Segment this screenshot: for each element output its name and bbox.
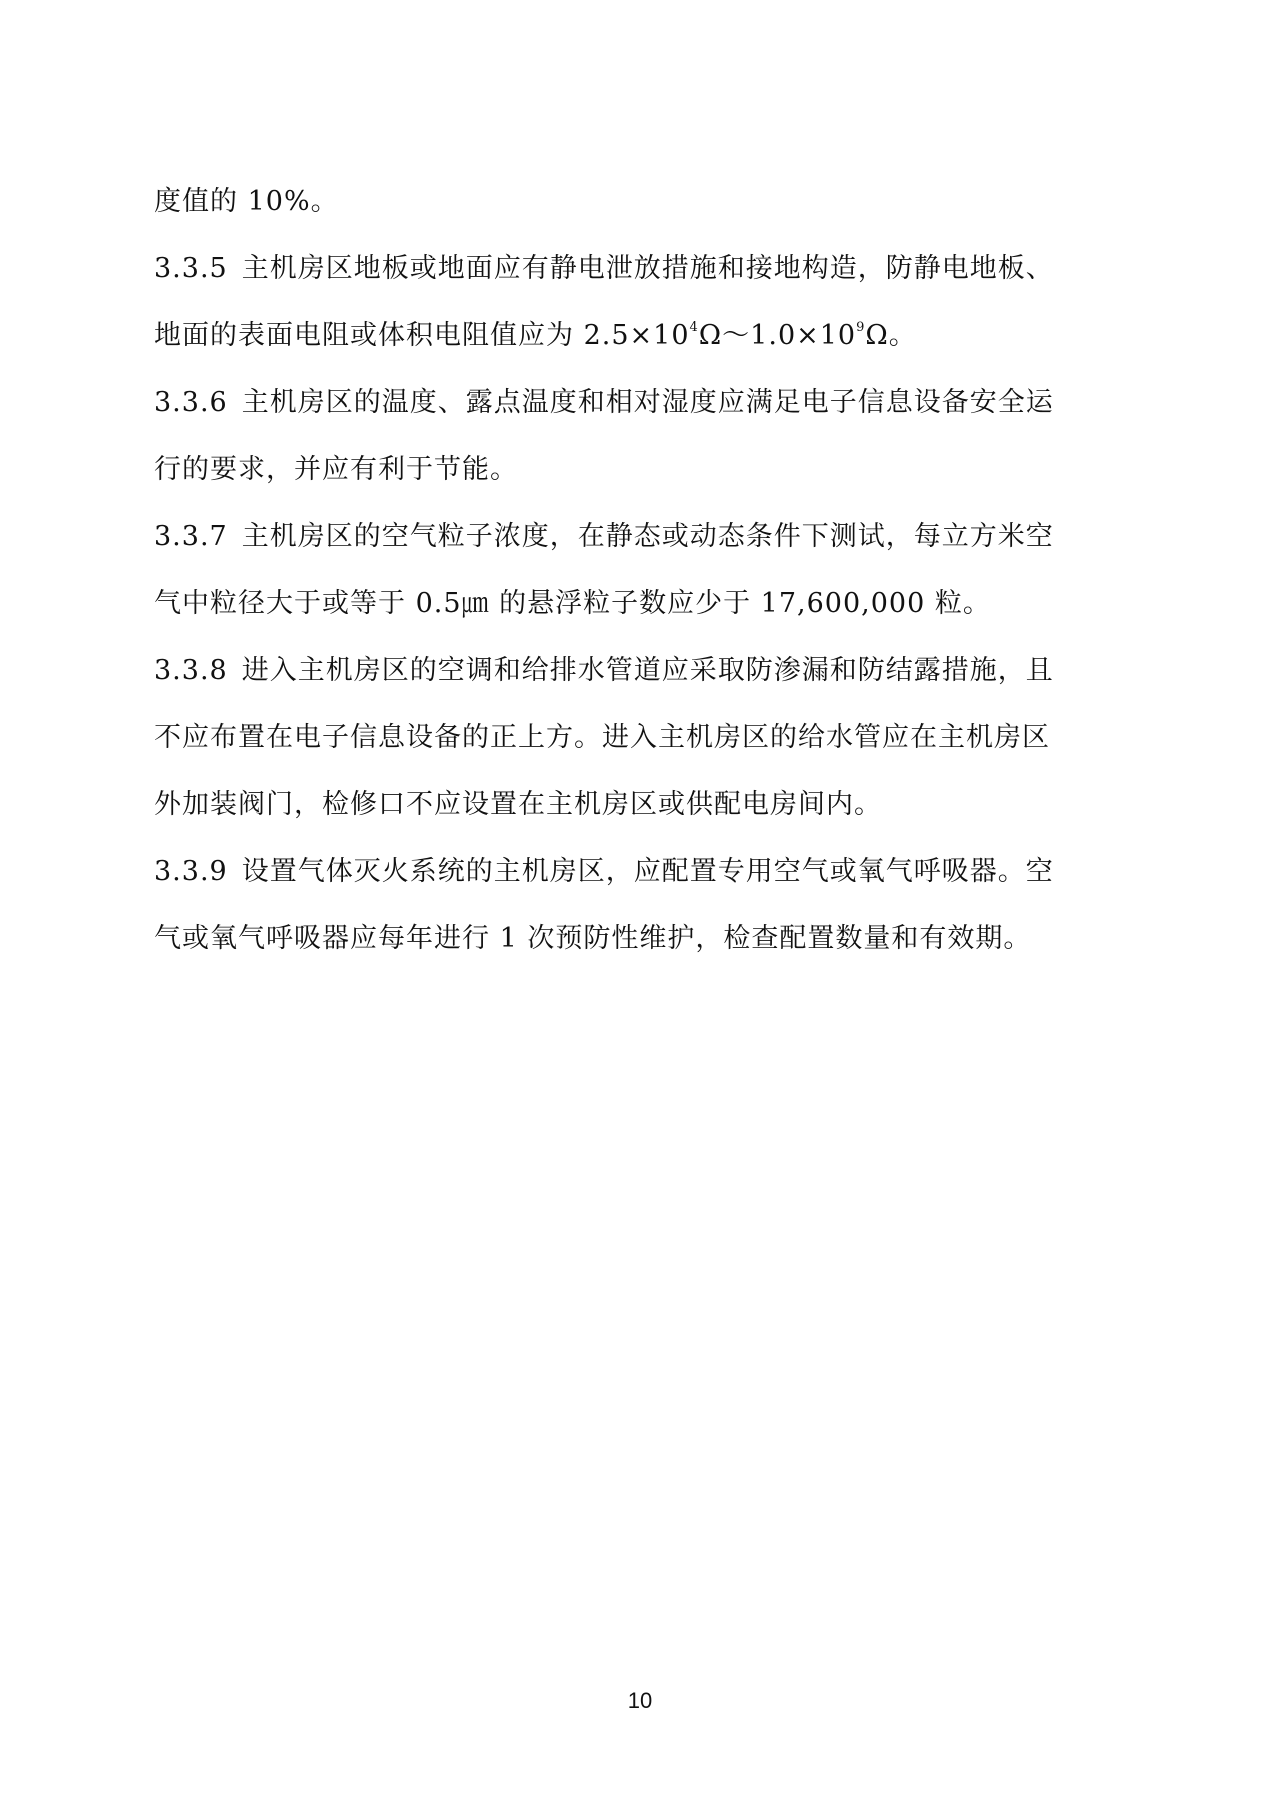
continued-paragraph-line: 度值的 10%。 — [154, 186, 339, 217]
clause-3-3-9-line-2: 气或氧气呼吸器应每年进行 1 次预防性维护，检查配置数量和有效期。 — [154, 923, 1032, 954]
clause-3-3-7-line-1 — [154, 503, 1144, 570]
clause-text: 主机房区的温度、露点温度和相对湿度应满足电子信息设备安全运 — [241, 387, 1054, 418]
resistance-text-post: Ω。 — [865, 320, 917, 351]
resistance-text-mid: Ω～1.0×10 — [698, 320, 857, 351]
clause-3-3-5-line-2 — [154, 302, 1144, 369]
clause-text: 设置气体灭火系统的主机房区，应配置专用空气或氧气呼吸器。空 — [241, 856, 1054, 887]
clause-text: 进入主机房区的空调和给排水管道应采取防渗漏和防结露措施，且 — [241, 655, 1054, 686]
clause-3-3-8-line-3: 外加装阀门，检修口不应设置在主机房区或供配电房间内。 — [154, 789, 882, 820]
clause-number: 3.3.7 — [154, 521, 228, 552]
document-body — [154, 168, 1144, 972]
clause-number: 3.3.8 — [154, 655, 228, 686]
page-number: 10 — [627, 1688, 653, 1713]
resistance-text-pre: 地面的表面电阻或体积电阻值应为 2.5×10 — [154, 320, 690, 351]
clause-3-3-6-line-2: 行的要求，并应有利于节能。 — [154, 454, 518, 485]
clause-text: 主机房区的空气粒子浓度，在静态或动态条件下测试，每立方米空 — [241, 521, 1054, 552]
clause-3-3-7-line-2: 气中粒径大于或等于 0.5㎛ 的悬浮粒子数应少于 17,600,000 粒。 — [154, 588, 991, 619]
clause-3-3-8-line-1 — [154, 637, 1144, 704]
exponent: 9 — [856, 320, 866, 335]
exponent: 4 — [689, 320, 699, 335]
clause-3-3-5-line-1 — [154, 235, 1144, 302]
clause-3-3-9-line-1 — [154, 838, 1144, 905]
clause-3-3-8-line-2: 不应布置在电子信息设备的正上方。进入主机房区的给水管应在主机房区 — [154, 722, 1050, 753]
clause-3-3-6-line-1 — [154, 369, 1144, 436]
clause-number: 3.3.5 — [154, 253, 228, 284]
clause-number: 3.3.9 — [154, 856, 228, 887]
clause-number: 3.3.6 — [154, 387, 228, 418]
clause-text: 主机房区地板或地面应有静电泄放措施和接地构造，防静电地板、 — [241, 253, 1054, 284]
